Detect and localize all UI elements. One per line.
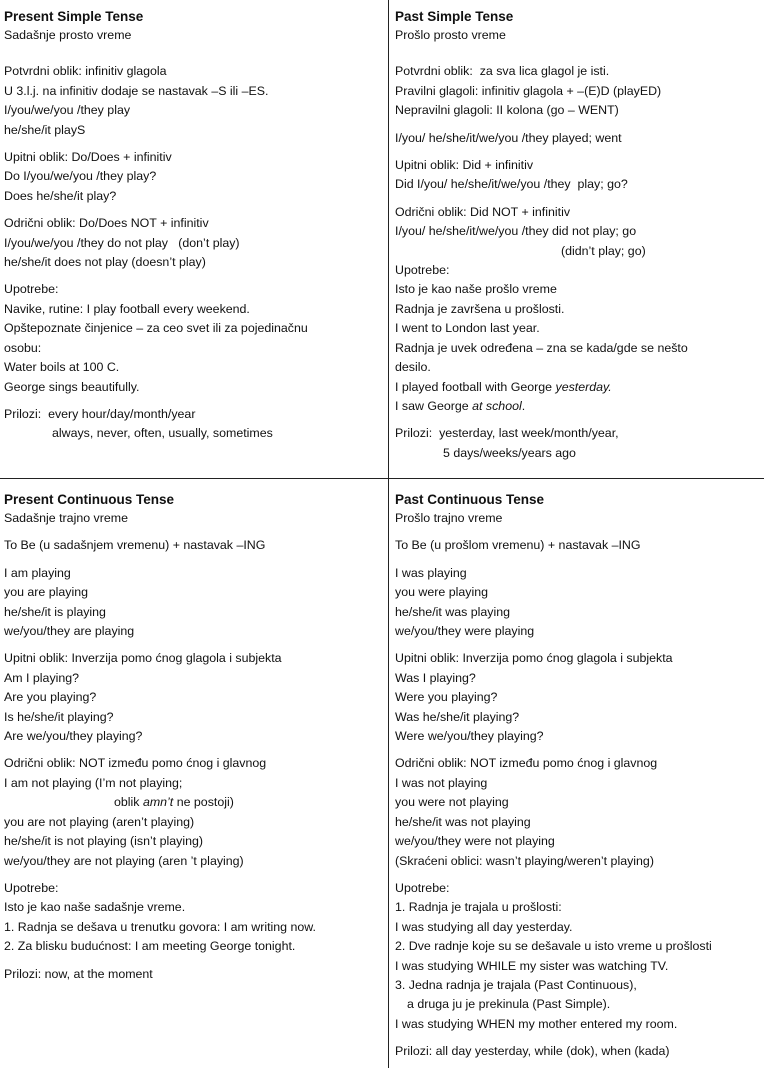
text-line: you are not playing (aren’t playing) — [4, 814, 195, 829]
text-line: I am not playing (I’m not playing; — [4, 775, 183, 790]
text-line: Upotrebe: — [395, 880, 450, 895]
text-line: he/she/it does not play (doesn’t play) — [4, 255, 206, 270]
vertical-divider — [388, 0, 389, 1068]
text-line: Does he/she/it play? — [4, 188, 117, 203]
text-line: Was he/she/it playing? — [395, 709, 520, 724]
text-line: Upitni oblik: Do/Does + infinitiv — [4, 150, 172, 165]
past-simple-section — [395, 7, 688, 463]
text-line: (Skraćeni oblici: wasn’t playing/weren’t playing) — [395, 853, 654, 868]
text-line: Upotrebe: — [395, 263, 450, 278]
text-line: Upotrebe: — [4, 282, 59, 297]
text-line: I/you/ he/she/it/we/you /they did not play; go — [395, 224, 637, 239]
text-line: 3. Jedna radnja je trajala (Past Continuous), — [395, 977, 637, 992]
adverbs-line: 5 days/weeks/years ago — [443, 445, 576, 460]
adverbs-line: Prilozi: yesterday, last week/month/year, — [395, 426, 619, 441]
text-line: 2. Za blisku budućnost: I am meeting George tonight. — [4, 939, 296, 954]
present-simple-section — [4, 7, 308, 444]
text-line: I was studying all day yesterday. — [395, 919, 573, 934]
text-line: I went to London last year. — [395, 321, 540, 336]
text-line: Do I/you/we/you /they play? — [4, 169, 157, 184]
text-line: I am playing — [4, 565, 71, 580]
text-line: Upitni oblik: Did + infinitiv — [395, 158, 534, 173]
text-line: you are playing — [4, 585, 89, 600]
text-line: we/you/they are playing — [4, 624, 135, 639]
text-line: 2. Dve radnje koje su se dešavale u isto vreme u prošlosti — [395, 939, 712, 954]
text-line: Did I/you/ he/she/it/we/you /they play; go? — [395, 177, 628, 192]
adverbs-line: Prilozi: all day yesterday, while (dok), when (kada) — [395, 1044, 670, 1059]
text-line: U 3.l.j. na infinitiv dodaje se nastavak –S ili –ES. — [4, 83, 269, 98]
text-line: Water boils at 100 C. — [4, 360, 120, 375]
text-line: Are we/you/they playing? — [4, 729, 143, 744]
emphasis-text: at school — [472, 398, 522, 413]
formula-line: To Be (u sadašnjem vremenu) + nastavak –ING — [4, 538, 266, 553]
formula-line: To Be (u prošlom vremenu) + nastavak –ING — [395, 538, 641, 553]
text-line: you were playing — [395, 585, 488, 600]
text-line: I/you/ he/she/it/we/you /they played; went — [395, 130, 622, 145]
text-fragment: ne postoji) — [173, 795, 234, 810]
section-subtitle: Sadašnje trajno vreme — [4, 511, 128, 525]
text-line: he/she/it was not playing — [395, 814, 531, 829]
text-line: I was playing — [395, 565, 467, 580]
adverbs-line: always, never, often, usually, sometimes — [52, 426, 273, 441]
text-line: Isto je kao naše prošlo vreme — [395, 282, 557, 297]
text-line: we/you/they were not playing — [395, 834, 555, 849]
text-line: 1. Radnja je trajala u prošlosti: — [395, 900, 562, 915]
text-line: Were we/you/they playing? — [395, 729, 544, 744]
text-line: he/she/it is not playing (isn’t playing) — [4, 834, 204, 849]
text-line: osobu: — [4, 340, 42, 355]
present-continuous-section — [4, 490, 316, 984]
text-line: Upitni oblik: Inverzija pomo ćnog glagola i subjekta — [395, 651, 673, 666]
text-line: Was I playing? — [395, 670, 476, 685]
text-line: George sings beautifully. — [4, 379, 140, 394]
text-line: Radnja je uvek određena – zna se kada/gde se nešto — [395, 340, 688, 355]
text-line: 1. Radnja se dešava u trenutku govora: I am writing now. — [4, 919, 317, 934]
section-subtitle: Prošlo trajno vreme — [395, 511, 503, 525]
section-title: Present Continuous Tense — [4, 492, 175, 507]
text-line: Odrični oblik: Do/Does NOT + infinitiv — [4, 216, 209, 231]
text-line: Is he/she/it playing? — [4, 709, 114, 724]
emphasis-text: yesterday. — [555, 379, 612, 394]
text-line: Are you playing? — [4, 690, 97, 705]
text-line: Navike, rutine: I play football every weekend. — [4, 301, 250, 316]
text-line: Odrični oblik: NOT između pomo ćnog i glavnog — [4, 756, 267, 771]
text-line: (didn’t play; go) — [561, 243, 646, 258]
section-title: Past Continuous Tense — [395, 492, 545, 507]
section-subtitle: Prošlo prosto vreme — [395, 28, 506, 42]
text-line: I was not playing — [395, 775, 488, 790]
text-line: Am I playing? — [4, 670, 80, 685]
text-line: Were you playing? — [395, 690, 498, 705]
text-line: he/she/it was playing — [395, 604, 511, 619]
text-line: he/she/it is playing — [4, 604, 106, 619]
text-line: Opštepoznate činjenice – za ceo svet ili za pojedinačnu — [4, 321, 308, 336]
emphasis-text: amn’t — [142, 795, 174, 810]
text-fragment: oblik — [114, 795, 143, 810]
text-line: we/you/they are not playing (aren ’t playing) — [4, 853, 244, 868]
adverbs-line: Prilozi: every hour/day/month/year — [4, 406, 196, 421]
text-line: he/she/it playS — [4, 122, 86, 137]
text-line: a druga ju je prekinula (Past Simple). — [407, 997, 611, 1012]
adverbs-line: Prilozi: now, at the moment — [4, 966, 153, 981]
horizontal-divider — [0, 478, 764, 479]
text-line: Odrični oblik: Did NOT + infinitiv — [395, 204, 571, 219]
section-title: Past Simple Tense — [395, 9, 514, 24]
text-line: I was studying WHEN my mother entered my room. — [395, 1016, 678, 1031]
text-line — [4, 793, 316, 812]
text-line: desilo. — [395, 360, 431, 375]
text-fragment: I played football with George — [395, 379, 556, 394]
text-line — [395, 378, 688, 397]
text-line: Potvrdni oblik: za sva lica glagol je isti. — [395, 64, 610, 79]
text-fragment: I saw George — [395, 398, 473, 413]
text-line: we/you/they were playing — [395, 624, 535, 639]
section-subtitle: Sadašnje prosto vreme — [4, 28, 132, 42]
text-line — [395, 397, 688, 416]
section-title: Present Simple Tense — [4, 9, 144, 24]
past-continuous-section — [395, 490, 712, 1062]
text-line: I was studying WHILE my sister was watching TV. — [395, 958, 669, 973]
text-line: Odrični oblik: NOT između pomo ćnog i glavnog — [395, 756, 658, 771]
text-line: Isto je kao naše sadašnje vreme. — [4, 900, 186, 915]
text-line: Upotrebe: — [4, 880, 59, 895]
text-line: Upitni oblik: Inverzija pomo ćnog glagola i subjekta — [4, 651, 282, 666]
text-line: Potvrdni oblik: infinitiv glagola — [4, 64, 167, 79]
text-fragment: . — [521, 398, 526, 413]
text-line: Radnja je završena u prošlosti. — [395, 301, 565, 316]
text-line: I/you/we/you /they do not play (don’t play) — [4, 235, 240, 250]
text-line: you were not playing — [395, 795, 509, 810]
text-line: Nepravilni glagoli: II kolona (go – WENT) — [395, 103, 619, 118]
text-line: I/you/we/you /they play — [4, 103, 131, 118]
text-line: Pravilni glagoli: infinitiv glagola + –(E)D (playED) — [395, 83, 662, 98]
